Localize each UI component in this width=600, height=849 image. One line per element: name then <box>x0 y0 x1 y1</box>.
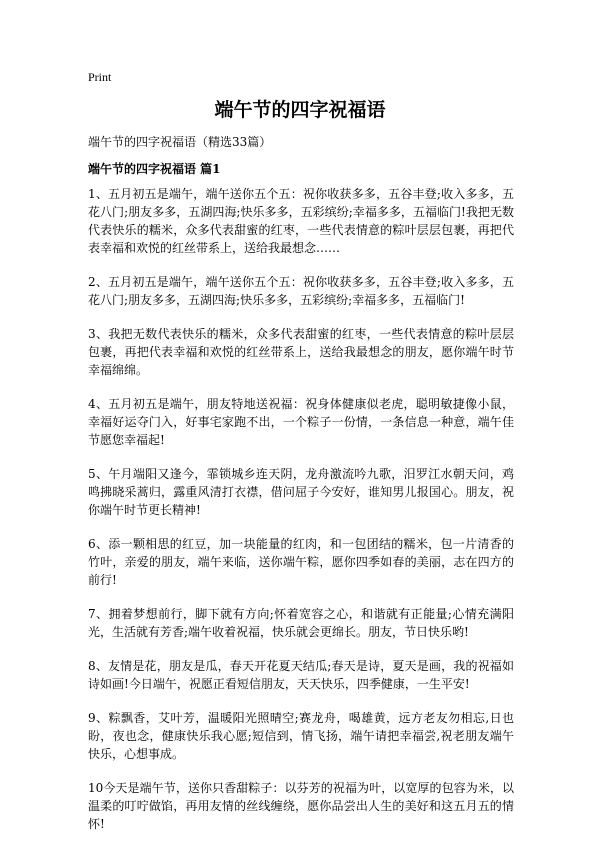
paragraph-5: 5、午月端阳又逢今，霏锁城乡连天阴，龙舟激流吟九歌，汨罗江水朝天问，鸡鸣拂晓采蒿归，露重风清打衣襟，借问屈子今安好，谁知男儿报国心。朋友，祝你端午时节更长精神! <box>88 467 514 517</box>
paragraph-7: 7、拥着梦想前行，脚下就有方向;怀着宽容之心，和谐就有正能量;心情充满阳光，生活就有芳香;端午收着祝福，快乐就会更绵长。朋友，节日快乐哟! <box>88 607 514 639</box>
paragraph-8: 8、友情是花，朋友是瓜，春天开花夏天结瓜;春天是诗，夏天是画，我的祝福如诗如画!今日端午，祝愿正看短信朋友，天天快乐，四季健康，一生平安! <box>88 659 514 691</box>
paragraph-list <box>88 185 514 849</box>
paragraph-2: 2、五月初五是端午，端午送你五个五：祝你收获多多，五谷丰登;收入多多，五花八门;朋友多多，五湖四海;快乐多多，五彩缤纷;幸福多多，五福临门! <box>88 275 514 307</box>
paragraph-1: 1、五月初五是端午，端午送你五个五：祝你收获多多，五谷丰登;收入多多，五花八门;朋友多多，五湖四海;快乐多多，五彩缤纷;幸福多多，五福临门!我把无数代表快乐的糯米，众多代表甜蜜的红枣，一些代表情意的粽叶层层包裹，再把代表幸福和欢悦的红丝带系上，送给我最想念…… <box>88 187 514 255</box>
paragraph-10: 10今天是端午节，送你只香甜粽子：以芬芳的祝福为叶，以宽厚的包容为米，以温柔的叮咛做馅，再用友情的丝线缠绕，愿你品尝出人生的美好和这五月五的情怀! <box>88 781 514 831</box>
print-label[interactable]: Print <box>88 70 112 84</box>
document-subtitle: 端午节的四字祝福语（精选33篇） <box>88 135 272 149</box>
section-heading: 端午节的四字祝福语 篇1 <box>88 162 221 176</box>
page-title: 端午节的四字祝福语 <box>214 99 386 121</box>
paragraph-4: 4、五月初五是端午，朋友特地送祝福：祝身体健康似老虎，聪明敏捷像小鼠，幸福好运夺门入，好事宅家跑不出，一个粽子一份情，一条信息一种意，端午佳节愿您幸福起! <box>88 397 514 447</box>
paragraph-6: 6、添一颗相思的红豆，加一块能量的红肉，和一包团结的糯米，包一片清香的竹叶，亲爱的朋友，端午来临，送你端午粽，愿你四季如春的美丽，志在四方的前行! <box>88 537 514 587</box>
paragraph-3: 3、我把无数代表快乐的糯米，众多代表甜蜜的红枣，一些代表情意的粽叶层层包裹，再把代表幸福和欢悦的红丝带系上，送给我最想念的朋友，愿你端午时节幸福绵绵。 <box>88 327 514 377</box>
paragraph-9: 9、粽飘香，艾叶芳，温暖阳光照晴空;赛龙舟，喝雄黄，远方老友勿相忘,日也盼，夜也念，健康快乐我心愿;短信到，情飞扬，端午请把幸福尝,祝老朋友端午快乐，心想事成。 <box>88 711 514 761</box>
